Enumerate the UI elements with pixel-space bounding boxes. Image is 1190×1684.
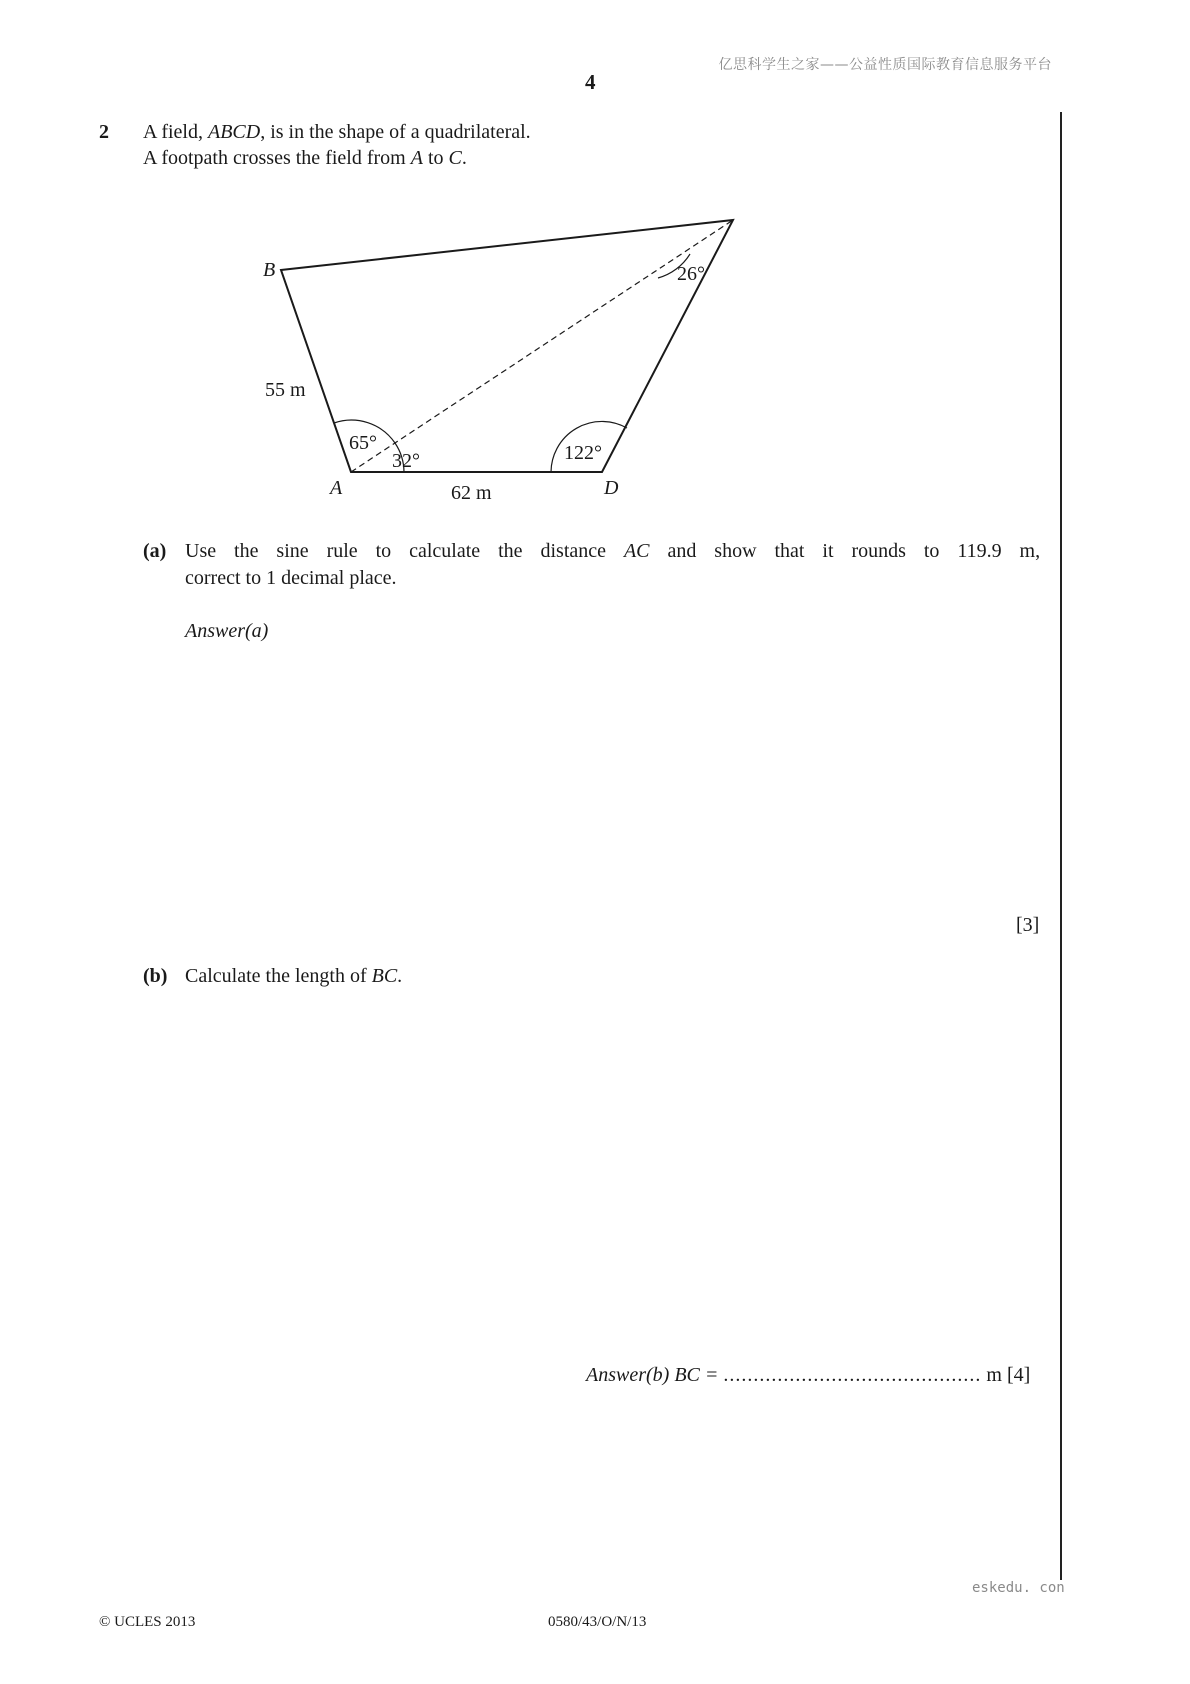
question-intro-line2: A footpath crosses the field from A to C.	[143, 147, 467, 169]
quadrilateral-diagram	[240, 200, 760, 510]
side-label-ab: 55 m	[265, 379, 306, 401]
answer-b-field[interactable]: ...........................................	[723, 1364, 982, 1386]
part-a-question-line1: Use the sine rule to calculate the distance AC and show that it rounds to 119.9 m,	[185, 540, 1041, 562]
footer-copyright: © UCLES 2013	[99, 1614, 196, 1630]
marks-part-b: [4]	[1006, 1364, 1031, 1386]
part-a-question-line2: correct to 1 decimal place.	[185, 567, 397, 589]
footpath-ac	[351, 220, 733, 472]
question-number: 2	[99, 121, 109, 143]
page-number: 4	[585, 70, 596, 94]
margin-rule	[1060, 112, 1062, 1580]
answer-a-label: Answer(a)	[185, 620, 269, 642]
answer-b-label: Answer(b) BC =	[586, 1364, 719, 1386]
question-intro-line1: A field, ABCD, is in the shape of a quadrilateral.	[143, 121, 531, 143]
vertex-label-a: A	[330, 477, 343, 499]
vertex-label-d: D	[604, 477, 619, 499]
vertex-label-b: B	[263, 259, 276, 281]
watermark-header: 亿思科学生之家——公益性质国际教育信息服务平台	[718, 57, 1052, 73]
angle-label-bac: 65°	[349, 432, 377, 454]
angle-label-cad: 32°	[392, 450, 420, 472]
angle-label-acb: 26°	[677, 263, 705, 285]
angle-label-adc: 122°	[564, 442, 602, 464]
part-b-label: (b)	[143, 965, 168, 987]
answer-b-line	[586, 1364, 1030, 1387]
marks-part-a: [3]	[1016, 914, 1040, 936]
part-a-label: (a)	[143, 540, 167, 562]
part-b-question: Calculate the length of BC.	[185, 965, 403, 987]
watermark-footer: eskedu. con	[972, 1580, 1065, 1596]
answer-b-unit: m	[986, 1364, 1002, 1386]
footer-paper-code: 0580/43/O/N/13	[548, 1614, 647, 1630]
side-label-ad: 62 m	[451, 482, 492, 504]
